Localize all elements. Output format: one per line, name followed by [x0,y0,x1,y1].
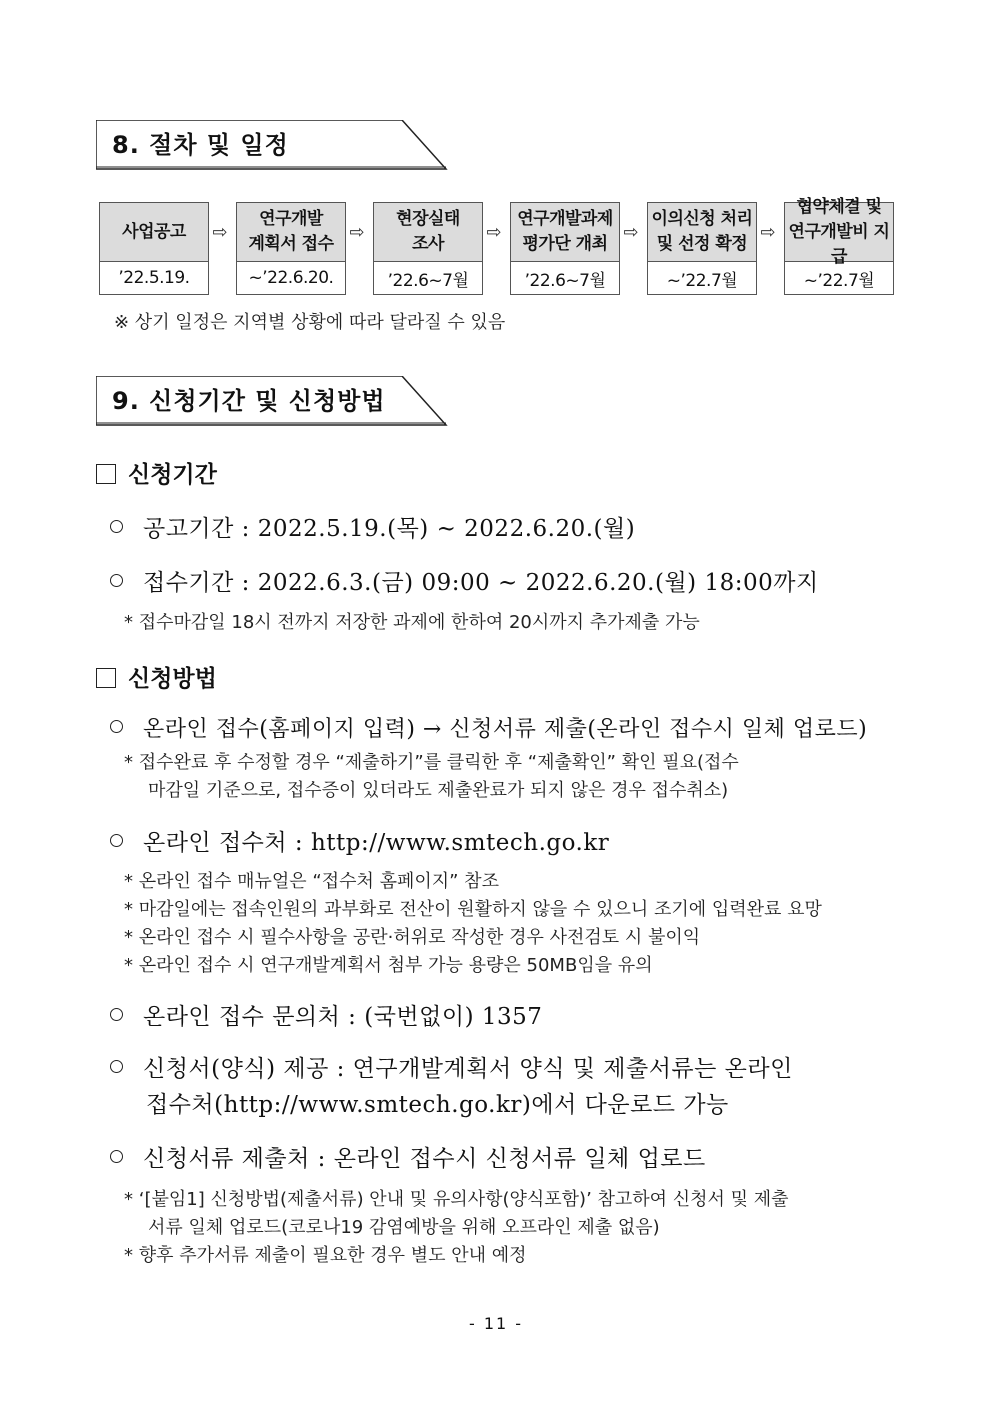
period-heading [96,456,217,489]
procedure-step [784,196,894,295]
arrow-right-icon: ⇨ [486,222,502,243]
arrow-right-icon: ⇨ [349,222,365,243]
step-date: ~’22.7월 [803,270,875,291]
procedure-step [647,202,757,295]
arrow-right-icon: ⇨ [760,222,776,243]
site-note: * 온라인 접수 시 연구개발계획서 첨부 가능 용량은 50MB임을 유의 [124,955,653,976]
site-text: 온라인 접수처 : http://www.smtech.go.kr [143,830,610,856]
receipt-period-text: 접수기간 : 2022.6.3.(금) 09:00 ~ 2022.6.20.(월) 18:00까지 [143,570,819,596]
notice-period-item [110,510,635,543]
step-name: 사업공고 [100,203,208,262]
arrow-right-icon: ⇨ [623,222,639,243]
bullet-circle-icon [110,574,123,587]
method-heading-text: 신청방법 [128,666,217,692]
site-note: * 마감일에는 접속인원의 과부화로 전산이 원활하지 않을 수 있으니 조기에 입력완료 요망 [124,899,822,920]
inquiry-item [110,998,542,1031]
step-name: 연구개발 계획서 접수 [237,203,345,262]
section-9-header [96,376,448,426]
procedure-step [236,202,346,295]
procedure-step [510,202,620,295]
step-date: ’22.5.19. [118,268,190,288]
site-note: * 온라인 접수 시 필수사항을 공란·허위로 작성한 경우 사전검토 시 불이익 [124,927,701,948]
receipt-note: * 접수마감일 18시 전까지 저장한 과제에 한하여 20시까지 추가제출 가능 [124,612,700,633]
step-name: 연구개발과제 평가단 개최 [511,203,619,262]
site-item [110,824,609,857]
bullet-circle-icon [110,1008,123,1021]
section-8-title: 8. 절차 및 일정 [112,131,289,159]
bullet-circle-icon [110,520,123,533]
section-9-title: 9. 신청기간 및 신청방법 [112,387,386,415]
method-heading [96,660,217,693]
procedure-step [373,202,483,295]
submit-text: 신청서류 제출처 : 온라인 접수시 신청서류 일체 업로드 [143,1146,706,1172]
checkbox-square-icon [96,464,116,484]
checkbox-square-icon [96,668,116,688]
online-note-line2: 마감일 기준으로, 접수증이 있더라도 제출완료가 되지 않은 경우 접수취소) [148,780,729,801]
procedure-step [99,202,209,295]
submit-note-line1: * ‘[붙임1] 신청방법(제출서류) 안내 및 유의사항(양식포함)’ 참고하여 신청서 및 제출 [124,1189,789,1210]
inquiry-text: 온라인 접수 문의처 : (국번없이) 1357 [143,1004,543,1030]
bullet-circle-icon [110,720,123,733]
submit-note-line2: 서류 일체 업로드(코로나19 감염예방을 위해 오프라인 제출 없음) [148,1217,660,1238]
online-note-line1: * 접수완료 후 수정할 경우 “제출하기”를 클릭한 후 “제출확인” 확인 필요(접수 [124,752,739,773]
arrow-right-icon: ⇨ [212,222,228,243]
site-note: * 온라인 접수 매뉴얼은 “접수처 홈페이지” 참조 [124,871,499,892]
step-name: 협약체결 및 연구개발비 지급 [785,203,893,262]
step-date: ~’22.6.20. [248,268,334,288]
online-item [110,712,867,743]
receipt-period-item [110,564,819,597]
step-date: ’22.6~7월 [524,270,606,291]
page-number: - 11 - [468,1314,524,1333]
bullet-circle-icon [110,1060,123,1073]
schedule-note: ※ 상기 일정은 지역별 상황에 따라 달라질 수 있음 [114,312,506,333]
step-name: 이의신청 처리 및 선정 확정 [648,203,756,262]
form-text-line2: 접수처(http://www.smtech.go.kr)에서 다운로드 가능 [146,1092,729,1118]
submit-item [110,1140,706,1173]
step-date: ’22.6~7월 [387,270,469,291]
submit-note-line3: * 향후 추가서류 제출이 필요한 경우 별도 안내 예정 [124,1245,527,1266]
notice-period-text: 공고기간 : 2022.5.19.(목) ~ 2022.6.20.(월) [143,516,636,542]
step-name: 현장실태 조사 [374,203,482,262]
bullet-circle-icon [110,1150,123,1163]
form-item [110,1050,793,1083]
online-text: 온라인 접수(홈페이지 입력) → 신청서류 제출(온라인 접수시 일체 업로드) [143,717,868,742]
period-heading-text: 신청기간 [128,462,217,488]
section-8-header [96,120,448,170]
step-date: ~’22.7월 [666,270,738,291]
form-text-line1: 신청서(양식) 제공 : 연구개발계획서 양식 및 제출서류는 온라인 [143,1056,793,1082]
bullet-circle-icon [110,834,123,847]
